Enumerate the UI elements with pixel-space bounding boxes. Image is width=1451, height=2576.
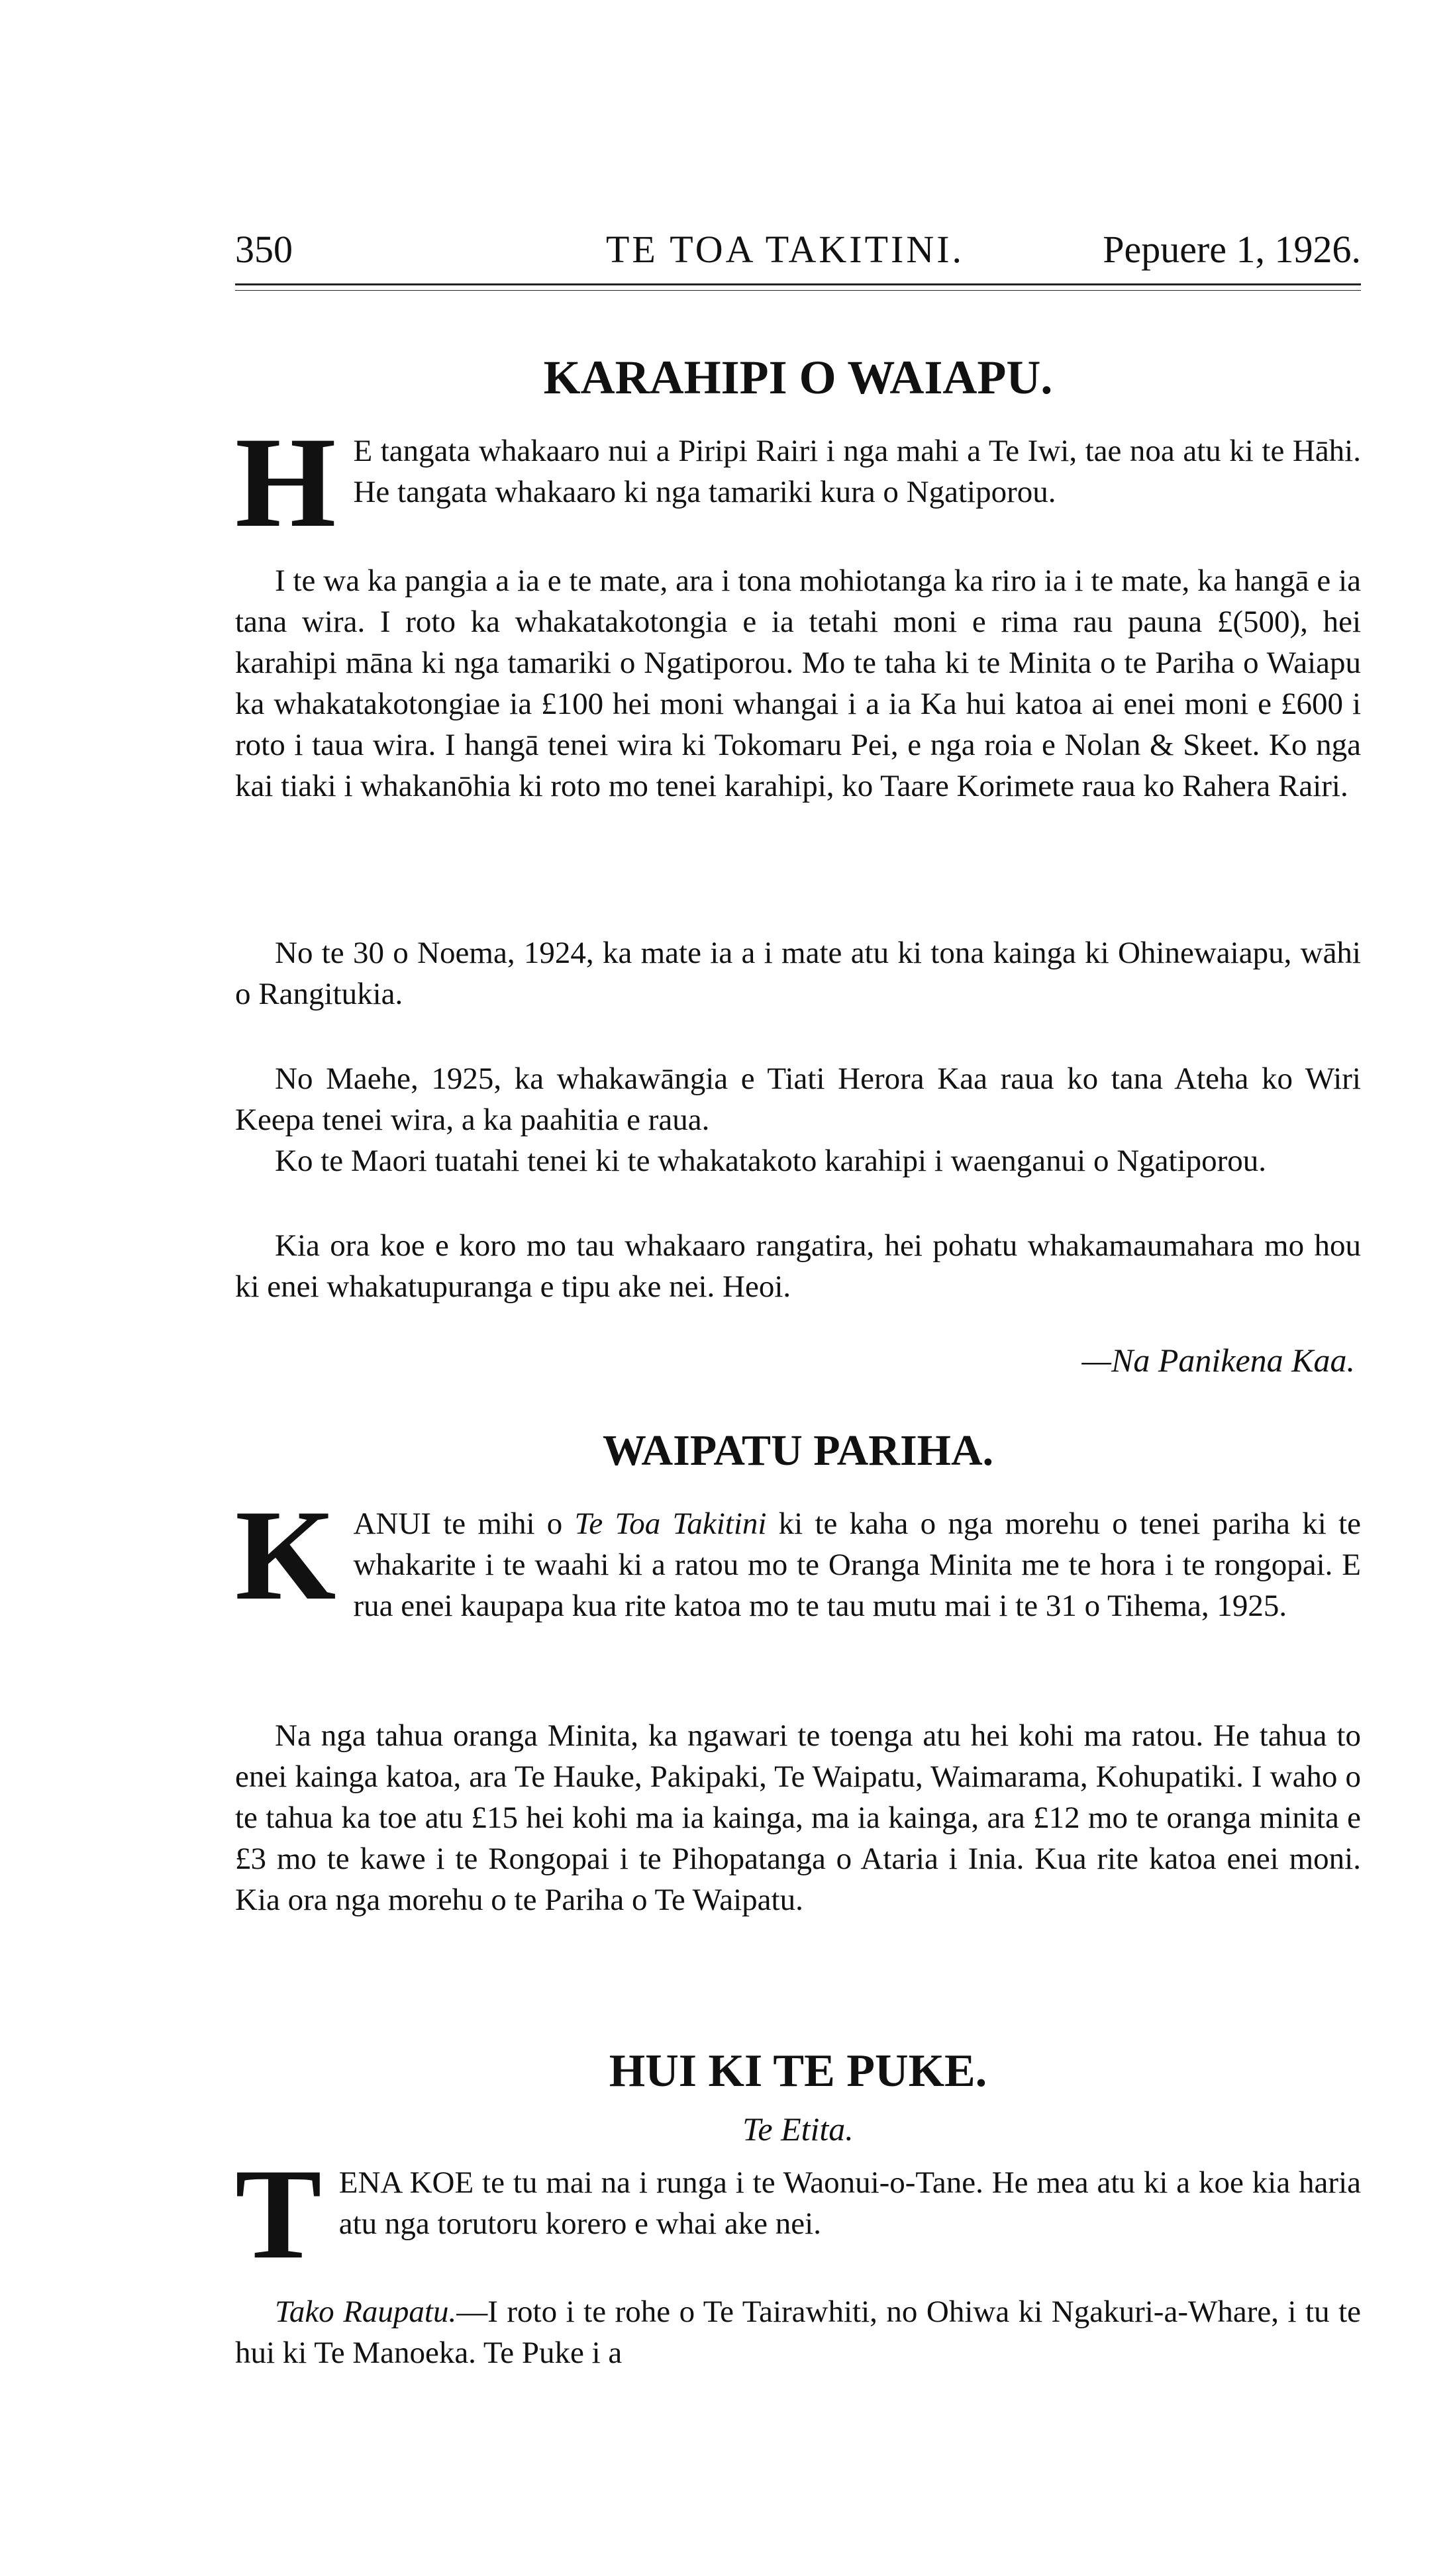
dropcap-k: K bbox=[235, 1483, 336, 1627]
article1-paragraph-4: No Maehe, 1925, ka whakawāngia e Tiati Herora Kaa raua ko tana Ateha ko Wiri Keepa tenei wira, a ka paahitia e raua. bbox=[235, 1062, 1361, 1137]
article-subtitle: Te Etita. bbox=[742, 2110, 854, 2148]
article2-paragraph-2: Na nga tahua oranga Minita, ka ngawari te toenga atu hei kohi ma ratou. He tahua to enei kainga katoa, ara Te Hauke, Pakipaki, Te Waipatu, Waimarama, Kohupatiki. I waho o te tahua ka toe atu £15 hei kohi ma ia kainga, ma ia kainga, ara £12 mo te oranga minita e £3 mo te kawe i te Rongopai i te Pihopatanga o Ataria i Inia. Kua rite katoa enei moni. Kia ora nga morehu o te Pariha o Te Waipatu. bbox=[235, 1718, 1361, 1917]
article-title-waipatu: WAIPATU PARIHA. bbox=[602, 1426, 994, 1475]
dropcap-h: H bbox=[235, 411, 336, 554]
article3-paragraph-2: Tako Raupatu.—I roto i te rohe o Te Tairawhiti, no Ohiwa ki Ngakuri-a-Whare, i tu te hui ki Te Manoeka. Te Puke i a bbox=[235, 2295, 1361, 2370]
article1-paragraph-1: H E tangata whakaaro nui a Piripi Rairi i nga mahi a Te Iwi, tae noa atu ki te Hāhi. He tangata whakaaro ki nga tamariki kura o Ngatiporou. bbox=[235, 411, 1361, 554]
issue-date: Pepuere 1, 1926. bbox=[1103, 228, 1361, 271]
publication-title: TE TOA TAKITINI. bbox=[606, 228, 965, 271]
signature: —Na Panikena Kaa. bbox=[1081, 1342, 1355, 1379]
dropcap-t: T bbox=[235, 2142, 322, 2286]
article3-paragraph-1: TENA KOE te tu mai na i runga i te Waonui-o-Tane. He mea atu ki a koe kia haria atu nga torutoru korero e whai ake nei. bbox=[235, 2142, 1361, 2286]
header-rule bbox=[235, 283, 1361, 285]
article1-paragraph-3: No te 30 o Noema, 1924, ka mate ia a i mate atu ki tona kainga ki Ohinewaiapu, wāhi o Rangitukia. bbox=[235, 936, 1361, 1011]
article1-paragraph-6: Kia ora koe e koro mo tau whakaaro rangatira, hei pohatu whakamaumahara mo hou ki enei whakatupuranga e tipu ake nei. Heoi. bbox=[235, 1228, 1361, 1304]
header-rule-thin bbox=[235, 290, 1361, 291]
newspaper-name: Te Toa Takitini bbox=[574, 1507, 767, 1541]
article-title-hui: HUI KI TE PUKE. bbox=[609, 2046, 987, 2097]
section-label: Tako Raupatu. bbox=[275, 2295, 457, 2329]
article-title-karahipi: KARAHIPI O WAIAPU. bbox=[543, 351, 1053, 404]
article1-paragraph-5: Ko te Maori tuatahi tenei ki te whakatakoto karahipi i waenganui o Ngatiporou. bbox=[275, 1144, 1267, 1178]
running-header bbox=[235, 226, 1361, 273]
article2-paragraph-1: KANUI te mihi o Te Toa Takitini ki te kaha o nga morehu o tenei pariha ki te whakarite i te waahi ki a ratou mo te Oranga Minita me te hora i te rongopai. E rua enei kaupapa kua rite katoa mo te tau mutu mai i te 31 o Tihema, 1925. bbox=[235, 1483, 1361, 1627]
page-number: 350 bbox=[235, 228, 293, 271]
article1-paragraph-2: I te wa ka pangia a ia e te mate, ara i tona mohiotanga ka riro ia i te mate, ka hangā e ia tana wira. I roto ka whakatakotongia e ia tetahi moni e rima rau pauna £(500), hei karahipi māna ki nga tamariki o Ngatiporou. Mo te taha ki te Minita o te Pariha o Waiapu ka whakatakotongiae ia £100 hei moni whangai i a ia Ka hui katoa ai enei moni e £600 i roto i taua wira. I hangā tenei wira ki Tokomaru Pei, e nga roia e Nolan & Skeet. Ko nga kai tiaki i whakanōhia ki roto mo tenei karahipi, ko Taare Korimete raua ko Rahera Rairi. bbox=[235, 564, 1361, 803]
